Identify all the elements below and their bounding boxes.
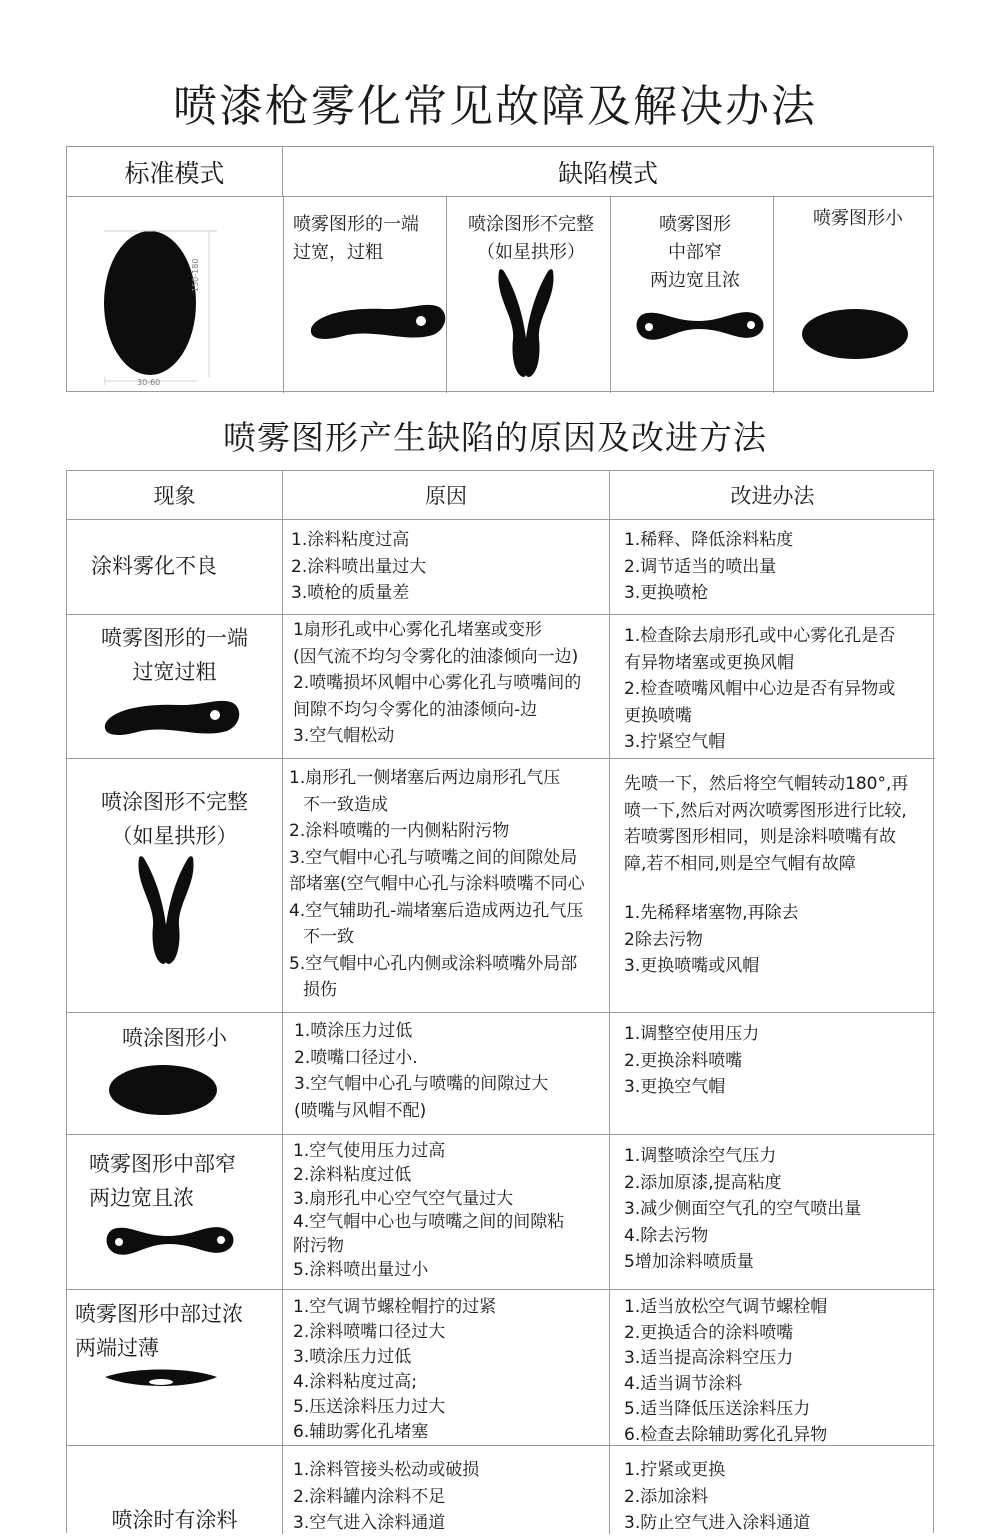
fixes-7: 1.拧紧或更换 2.添加涂料 3.防止空气进入涂料通道 — [624, 1460, 811, 1533]
phenomenon-4: 喷涂图形小 — [122, 1026, 227, 1050]
small-ellipse-icon — [109, 1064, 219, 1116]
col-header-cause: 原因 — [425, 484, 467, 508]
small-ellipse-icon — [801, 307, 911, 361]
fixes-4: 1.调整空使用压力 2.更换涂料喷嘴 3.更换空气帽 — [624, 1024, 760, 1097]
fixes-5: 1.调整喷涂空气压力 2.添加原漆,提高粘度 3.减少侧面空气孔的空气喷出量 4.除去污物 5增加涂料喷质量 — [624, 1146, 862, 1272]
fixes-3-steps: 1.先稀释堵塞物,再除去 2除去污物 3.更换喷嘴或风帽 — [624, 903, 799, 976]
cause-fix-table — [66, 470, 934, 1533]
phenomenon-1: 涂料雾化不良 — [91, 554, 217, 578]
standard-header: 标准模式 — [67, 147, 283, 197]
standard-ellipse-icon — [97, 225, 237, 387]
causes-2: 1扇形孔或中心雾化孔堵塞或变形 (因气流不均匀令雾化的油漆倾向一边) 2.喷嘴损坏风帽中心雾化孔与喷嘴间的 间隙不均匀令雾化的油漆倾向-边 3.空气帽松动 — [293, 620, 582, 746]
one-end-thick-icon — [307, 299, 447, 345]
causes-3: 1.扇形孔一侧堵塞后两边扇形孔气压 不一致造成 2.涂料喷嘴的一内侧粘附污物 3.空气帽中心孔与喷嘴之间的间隙处局 部堵塞(空气帽中心孔与涂料喷嘴不同心 4.空气辅助孔-端堵塞后造成两边孔气压 不一致 5.空气帽中心孔内侧或涂料喷嘴外局部 损伤 — [289, 768, 585, 1000]
crescent-pair-icon — [493, 267, 559, 382]
defect-header: 缺陷模式 — [283, 147, 933, 197]
section-subtitle: 喷雾图形产生缺陷的原因及改进方法 — [223, 418, 767, 457]
narrow-middle-icon — [103, 1222, 237, 1260]
phenomenon-3: 喷涂图形不完整 （如星拱形） — [101, 790, 248, 848]
crescent-pair-icon — [133, 854, 199, 969]
center-heavy-icon — [103, 1363, 219, 1393]
causes-4: 1.喷涂压力过低 2.喷嘴口径过小. 3.空气帽中心孔与喷嘴的间隙过大 (喷嘴与风帽不配) — [294, 1021, 549, 1121]
phenomenon-7: 喷涂时有涂料 — [111, 1508, 238, 1532]
phenomenon-5: 喷雾图形中部窄 两边宽且浓 — [89, 1152, 236, 1210]
fixes-2: 1.检查除去扇形孔或中心雾化孔是否 有异物堵塞或更换风帽 2.检查喷嘴风帽中心边是否有异物或 更换喷嘴 3.拧紧空气帽 — [624, 626, 896, 752]
col-header-phenomenon: 现象 — [153, 484, 196, 508]
causes-5: 1.空气使用压力过高 2.涂料粘度过低 3.扇形孔中心空气空气量过大 4.空气帽中心也与喷嘴之间的间隙粘 附污物 5.涂料喷出量过小 — [293, 1141, 565, 1280]
narrow-middle-icon — [633, 307, 767, 345]
pattern-table — [66, 146, 934, 392]
defect-caption-4: 喷雾图形小 — [813, 208, 903, 229]
standard-dim-vertical: 150-180 — [191, 258, 200, 292]
defect-caption-2: 喷涂图形不完整 （如星拱形） — [468, 214, 594, 263]
fixes-1: 1.稀释、降低涂料粘度 2.调节适当的喷出量 3.更换喷枪 — [624, 530, 794, 603]
defect-caption-3: 喷雾图形 中部窄 两边宽且浓 — [650, 214, 740, 291]
fixes-3-diagnosis: 先喷一下，然后将空气帽转动180°,再 喷一下,然后对两次喷雾图形进行比较, 若喷雾图形相同，则是涂料喷嘴有故 障,若不相同,则是空气帽有故障 — [624, 774, 909, 874]
standard-dim-horizontal: 30-60 — [137, 378, 161, 387]
phenomenon-2: 喷雾图形的一端 过宽过粗 — [101, 626, 248, 684]
one-end-thick-icon — [101, 695, 241, 741]
phenomenon-6: 喷雾图形中部过浓 两端过薄 — [75, 1302, 243, 1360]
causes-7: 1.涂料管接头松动或破损 2.涂料罐内涂料不足 3.空气进入涂料通道 — [293, 1460, 480, 1533]
page-title: 喷漆枪雾化常见故障及解决办法 — [173, 81, 817, 132]
col-header-fix: 改进办法 — [730, 484, 815, 508]
defect-caption-1: 喷雾图形的一端 过宽，过粗 — [293, 214, 419, 263]
causes-1: 1.涂料粘度过高 2.涂料喷出量过大 3.喷枪的质量差 — [291, 530, 427, 603]
causes-6: 1.空气调节螺栓帽拧的过紧 2.涂料喷嘴口径过大 3.喷涂压力过低 4.涂料粘度过高; 5.压送涂料压力过大 6.辅助雾化孔堵塞 — [293, 1297, 497, 1442]
fixes-6: 1.适当放松空气调节螺栓帽 2.更换适合的涂料喷嘴 3.适当提高涂料空压力 4.适当调节涂料 5.适当降低压送涂料压力 6.检查去除辅助雾化孔异物 — [624, 1297, 828, 1445]
